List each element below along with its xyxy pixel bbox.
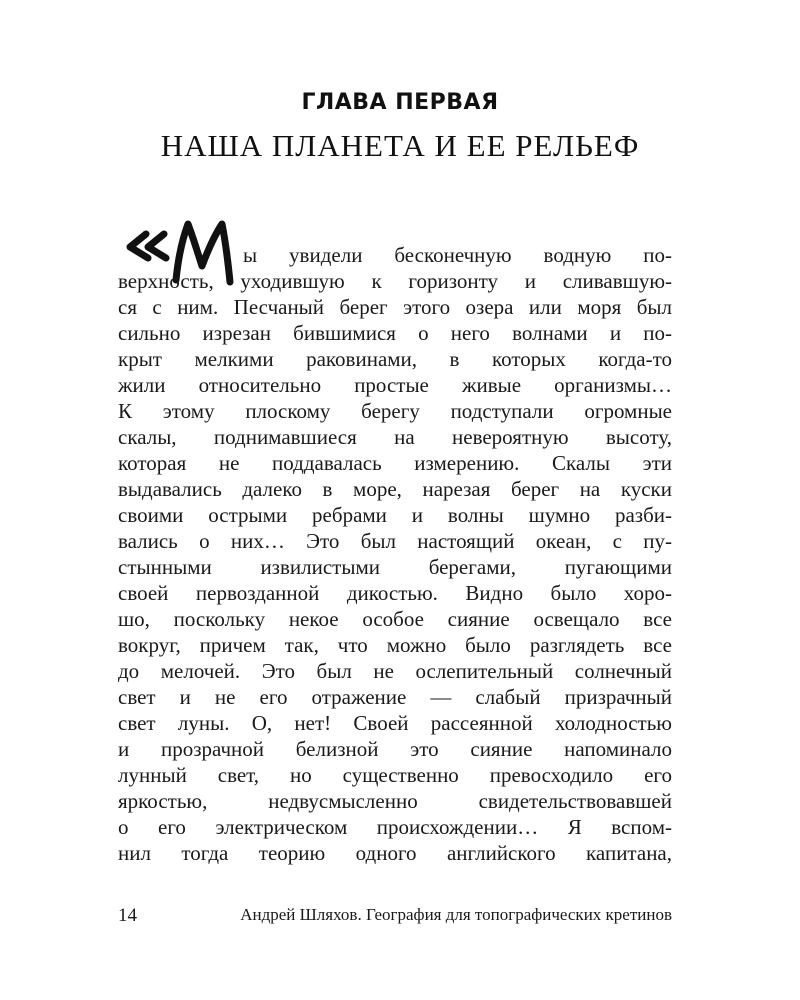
dropcap-quote-mark: [130, 234, 166, 258]
text-line: о его электрическом происхождении… Я вспом-: [118, 815, 672, 839]
text-line: ы увидели бесконечную водную по-: [243, 243, 672, 267]
text-line: стынными извилистыми берегами, пугающими: [118, 555, 672, 579]
text-line: скалы, поднимавшиеся на невероятную высоту,: [118, 425, 672, 449]
text-line: крыт мелкими раковинами, в которых когда-то: [118, 347, 672, 371]
text-line: своими острыми ребрами и волны шумно разби-: [118, 503, 672, 527]
text-line: которая не поддавалась измерению. Скалы эти: [118, 451, 672, 475]
running-title: Андрей Шляхов. География для топографических кретинов: [240, 905, 672, 924]
text-line: и прозрачной белизной это сияние напоминало: [118, 737, 672, 761]
text-line: выдавались далеко в море, нарезая берег на куски: [118, 477, 672, 501]
text-line: К этому плоскому берегу подступали огромные: [118, 399, 672, 423]
text-line: своей первозданной дикостью. Видно было хоро-: [118, 581, 672, 605]
text-line: шо, поскольку некое особое сияние освещало все: [118, 607, 672, 631]
text-line: лунный свет, но существенно превосходило его: [118, 763, 672, 787]
text-line: свет и не его отражение — слабый призрачный: [118, 685, 672, 709]
text-line: жили относительно простые живые организмы…: [118, 373, 672, 397]
text-line: нил тогда теорию одного английского капитана,: [118, 841, 672, 865]
text-line: верхность, уходившую к горизонту и сливавшую-: [118, 269, 672, 293]
page-number: 14: [118, 905, 137, 926]
text-line: яркостью, недвусмысленно свидетельствовавшей: [118, 789, 672, 813]
chapter-label: ГЛАВА ПЕРВАЯ: [301, 90, 499, 115]
text-line: ся с ним. Песчаный берег этого озера или моря был: [118, 295, 672, 319]
text-line: свет луны. О, нет! Своей рассеянной холодностью: [118, 711, 672, 735]
text-line: вокруг, причем так, что можно было разглядеть все: [118, 633, 672, 657]
text-line: вались о них… Это был настоящий океан, с пу-: [118, 529, 672, 553]
chapter-title: НАША ПЛАНЕТА И ЕЕ РЕЛЬЕФ: [160, 128, 640, 163]
text-line: сильно изрезан бившимися о него волнами и по-: [118, 321, 672, 345]
text-line: до мелочей. Это был не ослепительный солнечный: [118, 659, 672, 683]
